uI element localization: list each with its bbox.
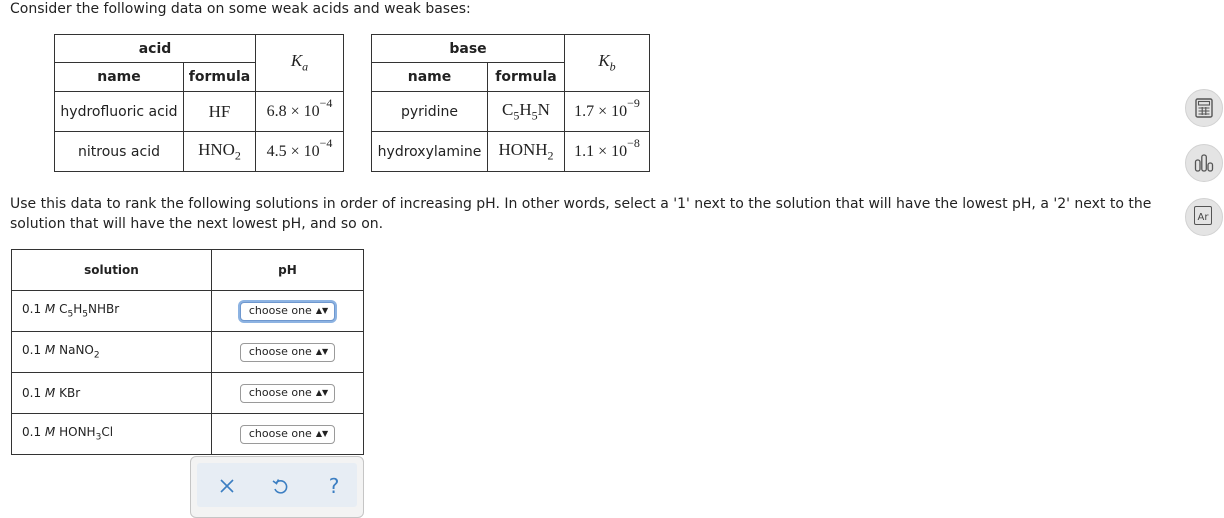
bar-chart-icon (1194, 153, 1214, 173)
data-chart-button[interactable] (1185, 144, 1223, 182)
ph-cell (212, 414, 364, 455)
acid-formula-cell: $HNO_2$ (184, 132, 256, 172)
calculator-icon (1194, 98, 1214, 118)
solution-label: 0.1 M $C_5H_5NHBr$ (12, 291, 212, 332)
ph-cell (212, 291, 364, 332)
ph-rank-select[interactable]: choose one ▲▼ (240, 302, 335, 321)
select-arrows-icon: ▲▼ (315, 387, 329, 397)
answer-toolbar (190, 456, 364, 518)
ka-value-cell: $4.5 \times 10^{-4}$ (256, 132, 344, 172)
acid-formula-header: formula (184, 63, 256, 92)
table-row (12, 373, 364, 414)
base-formula-header: formula (488, 63, 565, 92)
ka-header: $K_a$ (256, 35, 344, 92)
base-formula-cell: $C_5H_5N$ (488, 92, 565, 132)
base-group-header: base (372, 35, 565, 63)
select-arrows-icon: ▲▼ (315, 305, 329, 315)
table-row (12, 291, 364, 332)
close-icon (216, 475, 238, 497)
periodic-table-icon: Ar (1194, 206, 1212, 225)
base-name-header: name (372, 63, 488, 92)
help-button[interactable]: ? (328, 474, 340, 498)
acid-name-cell: hydrofluoric acid (55, 92, 184, 132)
instructions-text: Use this data to rank the following solutions in order of increasing pH. In other words, select a '1' next to the solution that will have the lowest pH, a '2' next to the solution that will have the next lowest pH, and so on. (10, 196, 1152, 232)
periodic-table-button[interactable] (1185, 198, 1223, 236)
clear-button[interactable] (216, 475, 238, 497)
base-name-cell: pyridine (372, 92, 488, 132)
base-data-table (371, 34, 650, 172)
kb-value-cell: $1.1 \times 10^{-8}$ (565, 132, 650, 172)
toolbar-inner (197, 463, 357, 507)
ph-rank-select[interactable]: choose one ▲▼ (240, 343, 335, 362)
select-arrows-icon: ▲▼ (315, 346, 329, 356)
intro-text: Consider the following data on some weak acids and weak bases: (10, 1, 471, 17)
solution-label: 0.1 M $HONH_3Cl$ (12, 414, 212, 455)
solutions-table (11, 249, 364, 455)
kb-header: $K_b$ (565, 35, 650, 92)
ph-rank-select[interactable]: choose one ▲▼ (240, 384, 335, 403)
table-row (12, 414, 364, 455)
ph-rank-select[interactable]: choose one ▲▼ (240, 425, 335, 444)
solution-header: solution (12, 250, 212, 291)
acid-formula-cell: HF (184, 92, 256, 132)
solution-label: 0.1 M KBr (12, 373, 212, 414)
ph-cell (212, 373, 364, 414)
acid-group-header: acid (55, 35, 256, 63)
acid-name-cell: nitrous acid (55, 132, 184, 172)
acid-name-header: name (55, 63, 184, 92)
table-row (12, 332, 364, 373)
solution-label: 0.1 M NaNO$_2$ (12, 332, 212, 373)
acid-data-table (54, 34, 344, 172)
ph-header: pH (212, 250, 364, 291)
ka-value-cell: $6.8 \times 10^{-4}$ (256, 92, 344, 132)
select-arrows-icon: ▲▼ (315, 428, 329, 438)
ph-cell (212, 332, 364, 373)
kb-value-cell: $1.7 \times 10^{-9}$ (565, 92, 650, 132)
base-name-cell: hydroxylamine (372, 132, 488, 172)
base-formula-cell: $HONH_2$ (488, 132, 565, 172)
undo-icon (269, 475, 291, 497)
undo-button[interactable] (269, 475, 291, 497)
calculator-button[interactable] (1185, 89, 1223, 127)
